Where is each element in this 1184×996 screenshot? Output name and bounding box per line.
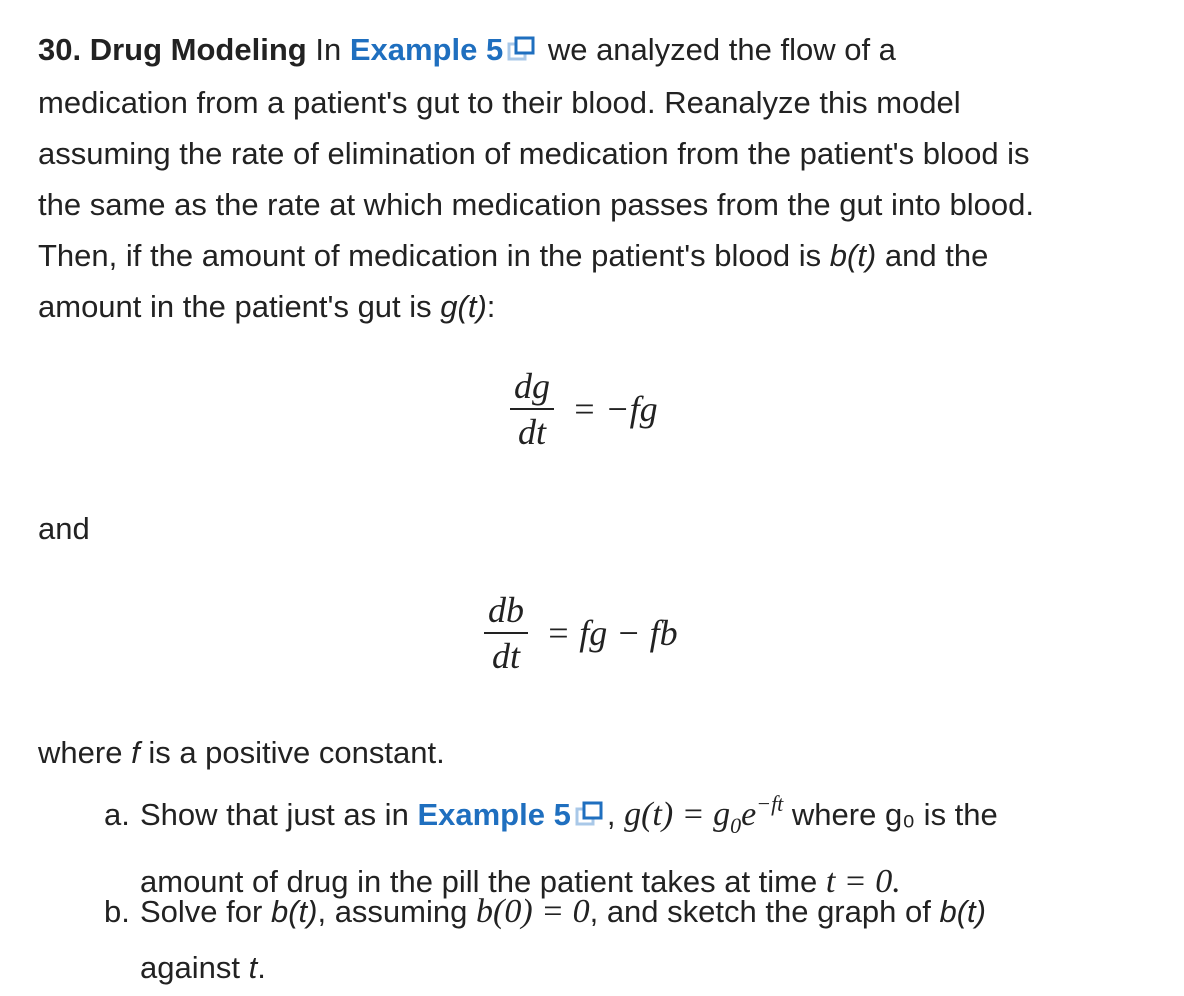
intro-text-2: we analyzed the flow of a [547,32,896,67]
formula-e: e [741,796,757,833]
denominator-dt: dt [517,412,546,452]
part-b [104,884,1164,996]
part-a-label: a. [104,797,130,832]
formula-g-of-t: g(t) = g [624,796,731,833]
part-b-initial-condition: b(0) = 0 [476,893,590,930]
part-b-t: t [248,950,258,985]
where-line [38,727,1158,778]
part-b-bt: b(t) [270,894,318,929]
intro-text-1: In [315,32,342,67]
fraction-dg-dt [510,364,554,454]
part-a-text-2: where g₀ is the [791,797,998,832]
part-b-text-4: against [140,950,240,985]
where-post: is a positive constant. [148,735,445,770]
intro-line-6a: amount in the patient's gut is [38,289,432,324]
part-b-bt2: b(t) [939,894,986,929]
intro-line-5a: Then, if the amount of medication in the patient's blood is [38,238,822,273]
blood-function: b(t) [829,238,877,273]
part-a-formula [624,791,784,838]
denominator-dt: dt [491,636,520,676]
part-b-text-1: Solve for [140,894,263,929]
problem-statement [38,24,1158,332]
where-f: f [131,735,140,770]
equation-gut [510,364,658,454]
part-b-label: b. [104,894,130,929]
problem-title: Drug Modeling [89,32,307,67]
part-a-text-1: Show that just as in [140,797,409,832]
and-text: and [38,511,90,546]
formula-exponent: −ft [756,791,784,816]
intro-line-5b: and the [884,238,989,273]
equation-blood-rhs: = fg − fb [546,613,678,653]
example-5-link-a[interactable]: Example 5 [417,797,571,832]
numerator-db: db [488,590,524,630]
problem-number: 30. [38,32,82,67]
part-a-text-3: amount of drug in the pill the patient takes at time [140,863,818,899]
fraction-db-dt [484,588,528,678]
intro-line-2: medication from a patient's gut to their blood. Reanalyze this model [38,85,961,120]
part-a-comma: , [606,797,616,832]
intro-line-3: assuming the rate of elimination of medication from the patient's blood is [38,136,1030,171]
external-window-icon[interactable] [575,789,603,845]
part-a-time-zero: t = 0. [825,862,901,900]
external-window-icon[interactable] [507,26,535,77]
intro-line-6b: : [486,289,496,324]
formula-subscript: 0 [730,812,742,838]
part-b-period: . [257,950,266,985]
part-b-text-2: , assuming [317,894,468,929]
gut-function: g(t) [440,289,487,324]
numerator-dg: dg [514,366,550,406]
example-5-link[interactable]: Example 5 [349,32,504,67]
part-b-text-3: , and sketch the graph of [589,894,931,929]
equation-gut-rhs: = −fg [572,389,658,429]
intro-line-4: the same as the rate at which medication passes from the gut into blood. [38,187,1034,222]
where-pre: where [38,735,123,770]
equation-blood [484,588,678,678]
